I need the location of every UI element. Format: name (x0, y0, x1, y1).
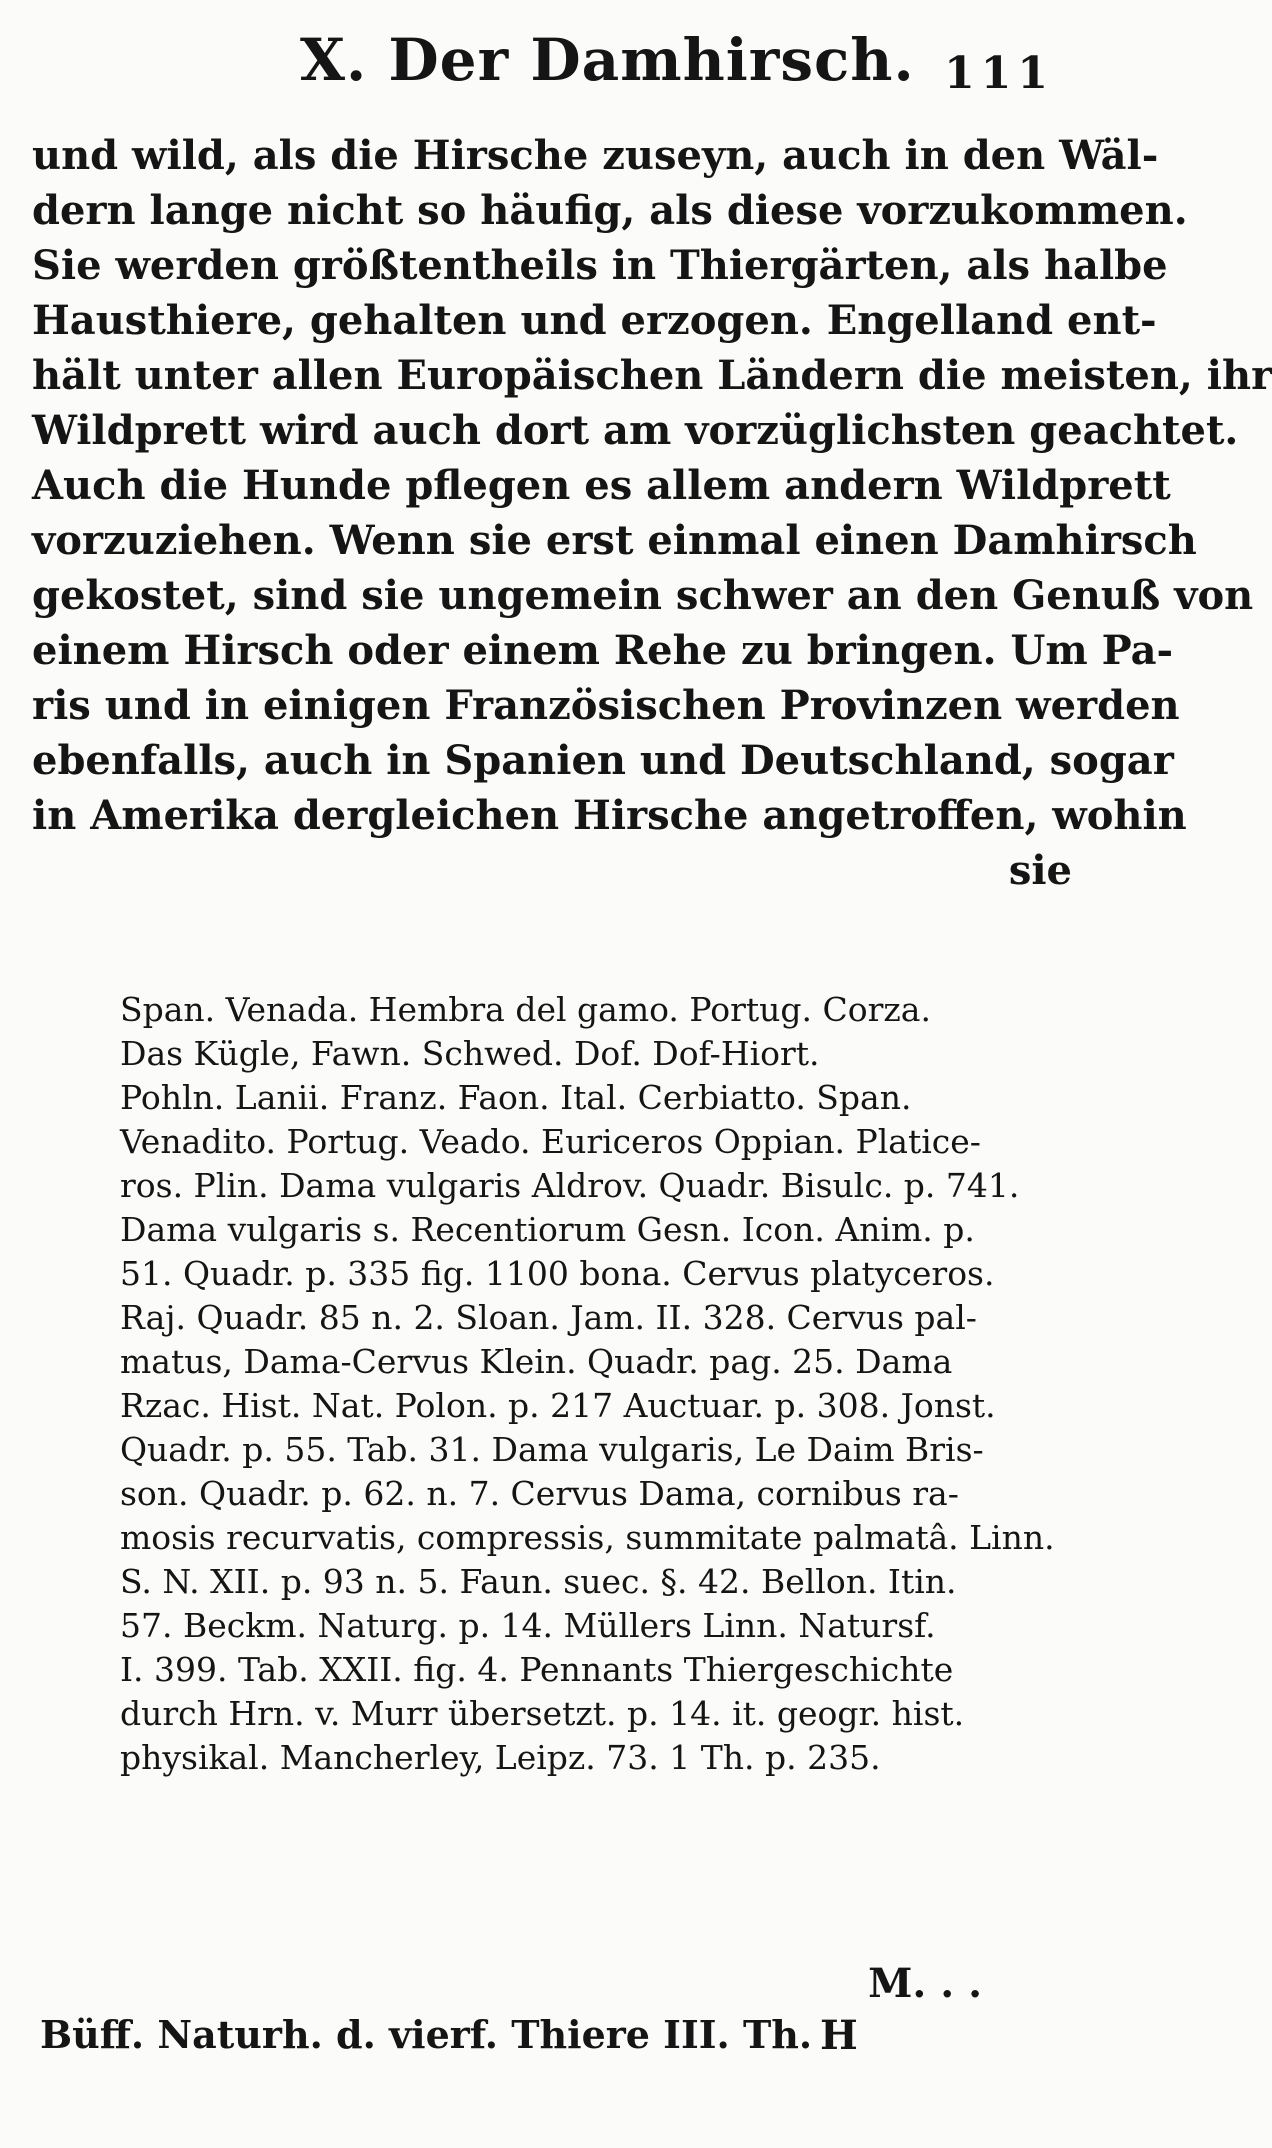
catchword: M. . . (868, 1960, 982, 2007)
footnote-line: Raj. Quadr. 85 n. 2. Sloan. Jam. II. 328. Cervus pal- (120, 1298, 977, 1337)
text-line: gekostet, sind sie ungemein schwer an den Genuß von (32, 572, 1254, 619)
footnote-line: Das Kügle, Fawn. Schwed. Dof. Dof-Hiort. (120, 1034, 820, 1073)
footnote-line: physikal. Mancherley, Leipz. 73. 1 Th. p. 235. (120, 1738, 881, 1777)
signature-line: Büff. Naturh. d. vierf. Thiere III. Th. (40, 2012, 813, 2057)
text-line: Sie werden größtentheils in Thiergärten, als halbe (32, 242, 1168, 289)
text-line: Wildprett wird auch dort am vorzüglichsten geachtet. (32, 407, 1239, 454)
footnote-line: mosis recurvatis, compressis, summitate palmatâ. Linn. (120, 1518, 1055, 1557)
footnote-line: 57. Beckm. Naturg. p. 14. Müllers Linn. Natursf. (120, 1606, 936, 1645)
text-line: in Amerika dergleichen Hirsche angetroffen, wohin (32, 792, 1187, 839)
text-line: dern lange nicht so häufig, als diese vorzukommen. (32, 187, 1188, 234)
footnote-line: I. 399. Tab. XXII. fig. 4. Pennants Thiergeschichte (120, 1650, 954, 1689)
footnote-line: S. N. XII. p. 93 n. 5. Faun. suec. §. 42. Bellon. Itin. (120, 1562, 957, 1601)
main-text (32, 128, 1272, 898)
footnote-line: son. Quadr. p. 62. n. 7. Cervus Dama, cornibus ra- (120, 1474, 959, 1513)
footnote-line: 51. Quadr. p. 335 fig. 1100 bona. Cervus platyceros. (120, 1254, 995, 1293)
text-line: Hausthiere, gehalten und erzogen. Engelland ent- (32, 297, 1157, 344)
footnote-line: ros. Plin. Dama vulgaris Aldrov. Quadr. Bisulc. p. 741. (120, 1166, 1020, 1205)
text-line-continuation: sie (1008, 847, 1072, 894)
footnote-line: Venadito. Portug. Veado. Euriceros Oppian. Platice- (120, 1122, 981, 1161)
text-line: Auch die Hunde pflegen es allem andern Wildprett (32, 462, 1171, 509)
footnote-line: matus, Dama-Cervus Klein. Quadr. pag. 25. Dama (120, 1342, 953, 1381)
text-line: und wild, als die Hirsche zuseyn, auch in den Wäl- (32, 132, 1159, 179)
page-header (0, 18, 1132, 108)
signature-mark: H (820, 2012, 858, 2059)
footnote-line: durch Hrn. v. Murr übersetzt. p. 14. it. geogr. hist. (120, 1694, 965, 1733)
footnote-line: Dama vulgaris s. Recentiorum Gesn. Icon. Anim. p. (120, 1210, 975, 1249)
footnote-line: Span. Venada. Hembra del gamo. Portug. Corza. (120, 990, 931, 1029)
text-line: ebenfalls, auch in Spanien und Deutschland, sogar (32, 737, 1174, 784)
running-title: X. Der Damhirsch. (300, 26, 915, 94)
footnote-line: Quadr. p. 55. Tab. 31. Dama vulgaris, Le Daim Bris- (120, 1430, 984, 1469)
footnote-line: Rzac. Hist. Nat. Polon. p. 217 Auctuar. p. 308. Jonst. (120, 1386, 996, 1425)
text-line: vorzuziehen. Wenn sie erst einmal einen Damhirsch (32, 517, 1197, 564)
page-number: 111 (944, 48, 1054, 99)
text-line: hält unter allen Europäischen Ländern die meisten, ihr (32, 352, 1272, 399)
footnote-block (120, 988, 1075, 1780)
text-line: einem Hirsch oder einem Rehe zu bringen. Um Pa- (32, 627, 1174, 674)
text-line: ris und in einigen Französischen Provinzen werden (32, 682, 1180, 729)
page-footer (0, 1960, 1132, 2100)
footnote-line: Pohln. Lanii. Franz. Faon. Ital. Cerbiatto. Span. (120, 1078, 912, 1117)
